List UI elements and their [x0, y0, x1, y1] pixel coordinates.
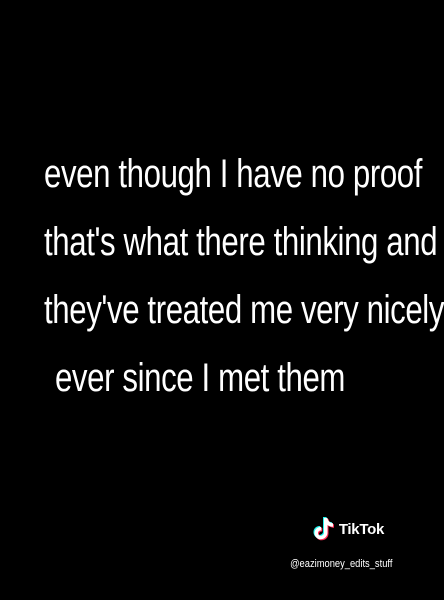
tiktok-brand-label: TikTok: [338, 520, 384, 538]
caption-line-1: even though I have no proof: [44, 152, 423, 196]
caption-line-2: that's what there thinking and: [44, 220, 438, 264]
caption-line-3: they've treated me very nicely: [44, 288, 444, 332]
creator-handle: @eazimoney_edits_stuff: [289, 558, 392, 570]
tiktok-logo: [314, 516, 384, 542]
tiktok-note-icon: [314, 516, 336, 542]
tiktok-watermark: [232, 510, 392, 580]
caption-line-4: ever since I met them: [54, 356, 346, 400]
caption-text: [44, 140, 444, 412]
